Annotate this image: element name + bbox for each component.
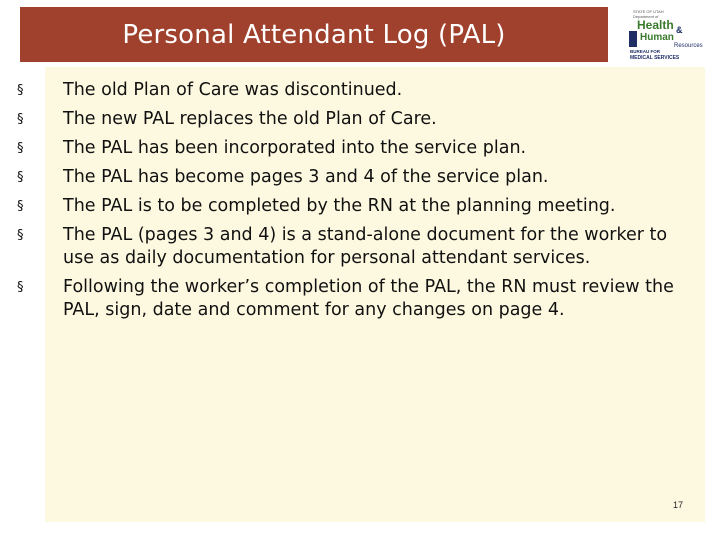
bullet-marker-icon: §: [17, 141, 24, 156]
logo-ampersand: &: [676, 25, 683, 35]
bullet-marker-icon: §: [17, 280, 24, 295]
bullet-marker-icon: §: [17, 228, 24, 243]
dhhr-logo: [616, 7, 720, 64]
bullet-item: [17, 276, 685, 322]
bullet-marker-icon: §: [17, 170, 24, 185]
bullet-item: [17, 108, 685, 131]
dhhr-logo-graphic: [616, 7, 720, 64]
slide-title-bar: [20, 7, 608, 62]
bullet-marker-icon: §: [17, 199, 24, 214]
bullet-text: The PAL (pages 3 and 4) is a stand-alone document for the worker to use as daily documentation for personal attendant services.: [63, 225, 668, 268]
bullet-text: The new PAL replaces the old Plan of Care.: [63, 109, 437, 129]
bullet-text: The PAL is to be completed by the RN at the planning meeting.: [63, 196, 616, 216]
bullet-text: The PAL has become pages 3 and 4 of the service plan.: [63, 167, 549, 187]
bullet-item: [17, 137, 685, 160]
logo-bureau-line2: MEDICAL SERVICES: [630, 55, 680, 61]
slide-title: Personal Attendant Log (PAL): [122, 19, 506, 50]
bullet-text: The old Plan of Care was discontinued.: [63, 80, 403, 100]
logo-word-resources: Resources: [674, 43, 703, 49]
page-number: 17: [672, 500, 683, 510]
logo-word-health: Health: [637, 18, 674, 32]
bullet-item: [17, 195, 685, 218]
bullet-text: Following the worker’s completion of the PAL, the RN must review the PAL, sign, date and comment for any changes on page 4.: [63, 277, 674, 320]
logo-top-line: STATE OF UTAH: [633, 9, 664, 14]
bullet-marker-icon: §: [17, 83, 24, 98]
bullet-item: [17, 166, 685, 189]
logo-state-shape: [629, 31, 637, 47]
slide-content-area: [17, 67, 705, 522]
bullet-text: The PAL has been incorporated into the service plan.: [63, 138, 527, 158]
bullet-list: [17, 79, 685, 328]
logo-bureau-line1: BUREAU FOR: [630, 49, 660, 54]
bullet-item: [17, 224, 685, 270]
bullet-marker-icon: §: [17, 112, 24, 127]
logo-sub-line: Department of: [633, 14, 659, 19]
bullet-item: [17, 79, 685, 102]
logo-word-human: Human: [640, 32, 674, 43]
